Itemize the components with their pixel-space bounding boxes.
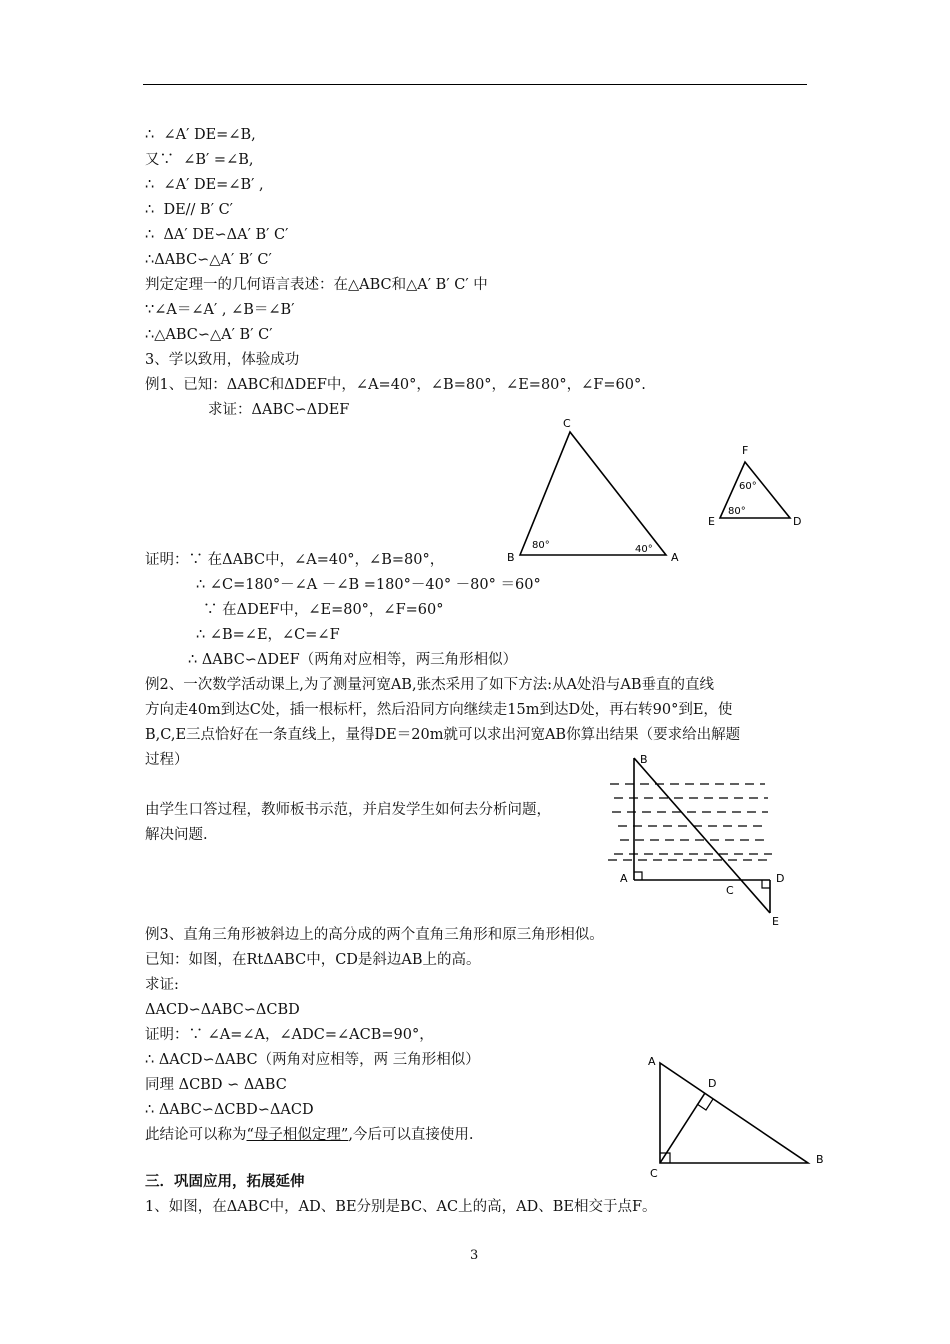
label-e: E [708,515,715,528]
text-line: ∴△ABC∽△A′ B′ C′ [145,327,273,343]
label-e: E [772,915,779,928]
text-line: 已知：如图，在RtΔABC中，CD是斜边AB上的高。 [145,952,481,968]
conclusion-pre: 此结论可以称为 [145,1127,247,1143]
text-line: 同理 ΔCBD ∽ ΔABC [145,1077,287,1093]
question-1: 1、如图，在ΔABC中，AD、BE分别是BC、AC上的高，AD、BE相交于点F。 [145,1199,657,1215]
label-a: A [648,1055,656,1068]
right-triangle-figure [640,1045,840,1180]
label-a: A [671,551,679,564]
text-line: ∵ 在ΔDEF中，∠E=80°，∠F=60° [203,602,444,618]
label-b: B [507,551,515,564]
label-b: B [640,753,648,766]
label-f: F [742,444,749,457]
label-c: C [650,1167,658,1180]
conclusion-post: ,今后可以直接使用. [348,1127,474,1143]
river-width-figure [600,748,790,930]
example-3: 例3、直角三角形被斜边上的高分成的两个直角三角形和原三角形相似。 [145,927,604,943]
text-line: 判定定理一的几何语言表述：在△ABC和△A′ B′ C′ 中 [145,277,488,293]
triangle-abc [520,432,666,555]
angle-e: 80° [728,506,746,517]
text-line: 求证：ΔABC∽ΔDEF [208,402,350,418]
text-line: 3、学以致用，体验成功 [145,352,300,368]
label-c: C [563,417,571,430]
theorem-name: “母子相似定理” [246,1127,349,1143]
label-d: D [793,515,802,528]
label-d: D [776,872,785,885]
text-line: 过程） [145,752,189,768]
text-line: ∴ΔABC∽△A′ B′ C′ [145,252,272,268]
text-line: ∴ ∠A′ DE=∠B, [145,127,256,143]
text-line: 证明：∵ ∠A=∠A，∠ADC=∠ACB=90°， [145,1027,434,1043]
text-line: 证明：∵ 在ΔABC中，∠A=40°，∠B=80°， [145,552,445,568]
text-line: 又∵ ∠B′ =∠B, [145,152,254,168]
triangle-def-figure [700,440,810,535]
text-line: ∴ DE// B′ C′ [145,202,233,218]
text-line: 方向走40m到达C处，插一根标杆，然后沿同方向继续走15m到达D处，再右转90°到E，使 [145,702,733,718]
angle-b: 80° [532,540,550,551]
text-line: ∴ ∠C=180°－∠A －∠B =180°－40° －80° ＝60° [196,577,541,593]
text-line: ∴ ΔA′ DE∽ΔA′ B′ C′ [145,227,289,243]
header-rule [143,84,807,85]
label-c: C [726,884,734,897]
text-line: ∴ ΔABC∽ΔDEF（两角对应相等，两三角形相似） [188,652,518,668]
example-2: 例2、一次数学活动课上,为了测量河宽AB,张杰采用了如下方法:从A处沿与AB垂直的直线 [145,677,715,693]
text-line: ∴ ΔABC∽ΔCBD∽ΔACD [145,1102,314,1118]
page-number: 3 [470,1248,479,1263]
section-heading: 三．巩固应用，拓展延伸 [145,1173,305,1190]
text-line: ∴ ∠B=∠E，∠C=∠F [196,627,340,643]
label-a: A [620,872,628,885]
conclusion-line [145,1125,474,1145]
label-b: B [816,1153,824,1166]
text-line: 由学生口答过程，教师板书示范，并启发学生如何去分析问题， [145,802,551,818]
text-line: 解决问题. [145,827,208,843]
example-1: 例1、已知：ΔABC和ΔDEF中，∠A=40°，∠B=80°，∠E=80°，∠F=60°. [145,377,646,393]
text-line: ∴ ∠A′ DE=∠B′ , [145,177,264,193]
text-line: 求证: [145,977,179,993]
angle-a: 40° [635,544,653,555]
text-line: ΔACD∽ΔABC∽ΔCBD [145,1002,300,1018]
angle-f: 60° [739,481,757,492]
label-d: D [708,1077,717,1090]
text-line: B,C,E三点恰好在一条直线上，量得DE＝20m就可以求出河宽AB你算出结果（要求给出解题 [145,727,741,743]
text-line: ∵∠A＝∠A′ , ∠B＝∠B′ [145,302,295,318]
text-line: ∴ ΔACD∽ΔABC（两角对应相等，两 三角形相似） [145,1052,480,1068]
triangle-abc-figure [500,412,690,567]
